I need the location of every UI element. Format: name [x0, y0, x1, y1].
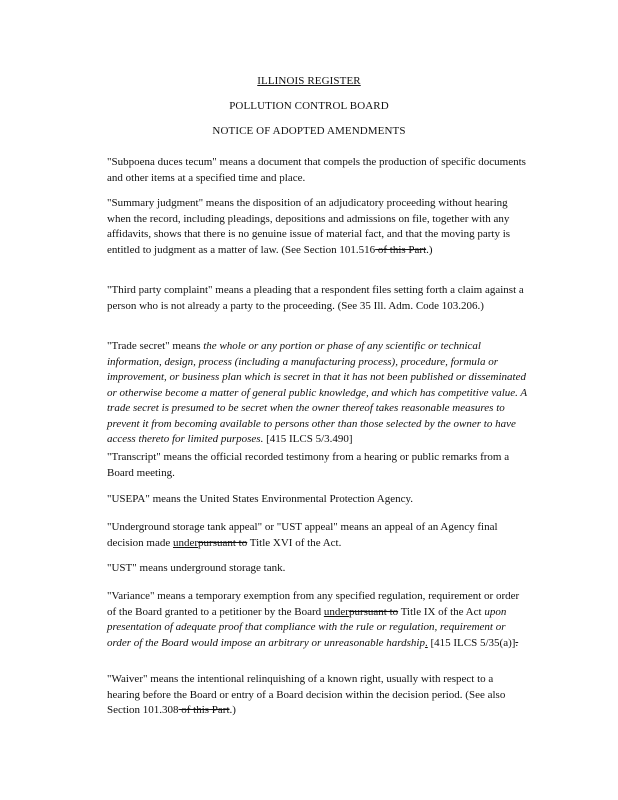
definition-third-party-complaint: "Third party complaint" means a pleading that a respondent files setting forth a claim against a person who is not already a party to the proceeding. (See 35 Ill. Adm. Code 103.206.)	[107, 284, 524, 312]
register-title: ILLINOIS REGISTER	[257, 75, 361, 87]
definition-subpoena-duces-tecum: "Subpoena duces tecum" means a document that compels the production of specific documents and other items at a specified time and place.	[107, 156, 526, 184]
definition-ust: "UST" means underground storage tank.	[107, 562, 286, 574]
definition-ust-appeal: "Underground storage tank appeal" or "UST appeal" means an appeal of an Agency final decision made underpursuant to Title XVI of the Act.	[107, 521, 498, 549]
inserted-text: .	[424, 636, 428, 649]
board-title: POLLUTION CONTROL BOARD	[229, 100, 389, 112]
definition-variance: "Variance" means a temporary exemption from any specified regulation, requirement or order of the Board granted to a petitioner by the Board underpursuant to Title IX of the Act upon presentation of adequate proof that compliance with the rule or regulation, requirement or order of the Board would impose an arbitrary or unreasonable hardship. [415 ILCS 5/35(a)].	[107, 590, 520, 649]
definition-transcript: "Transcript" means the official recorded testimony from a hearing or public remarks from a Board meeting.	[107, 451, 510, 479]
struck-text: pursuant to	[348, 605, 399, 618]
notice-title: NOTICE OF ADOPTED AMENDMENTS	[212, 125, 406, 137]
definition-summary-judgment: "Summary judgment" means the disposition of an adjudicatory proceeding without hearing when the record, including pleadings, depositions and admissions on file, together with any affidavits, shows that there is no genuine issue of material fact, and that the moving party is entitled to judgment as a matter of law. (See Section 101.516 of this Part.)	[107, 197, 511, 256]
struck-text: .	[515, 636, 519, 649]
inserted-text: under	[323, 605, 349, 618]
definition-trade-secret: "Trade secret" means the whole or any portion or phase of any scientific or technical information, design, process (including a manufacturing process), procedure, formula or improvement, or business plan which is secret in that it has not been published or disseminated or otherwise become a matter of general public knowledge, and which has competitive value. A trade secret is presumed to be secret when the owner thereof takes reasonable measures to prevent it from becoming available to persons other than those selected by the owner to have access thereto for limited purposes. [415 ILCS 5/3.490]	[107, 340, 527, 445]
struck-text: of this Part	[178, 704, 230, 716]
inserted-text: under	[172, 536, 199, 549]
struck-text: pursuant to	[198, 536, 248, 549]
definition-usepa: "USEPA" means the United States Environmental Protection Agency.	[107, 493, 414, 505]
struck-text: of this Part	[375, 243, 427, 256]
definition-waiver: "Waiver" means the intentional relinquishing of a known right, usually with respect to a hearing before the Board or entry of a Board decision within the decision period. (See also Section 101.308 of this Part.)	[107, 673, 506, 716]
